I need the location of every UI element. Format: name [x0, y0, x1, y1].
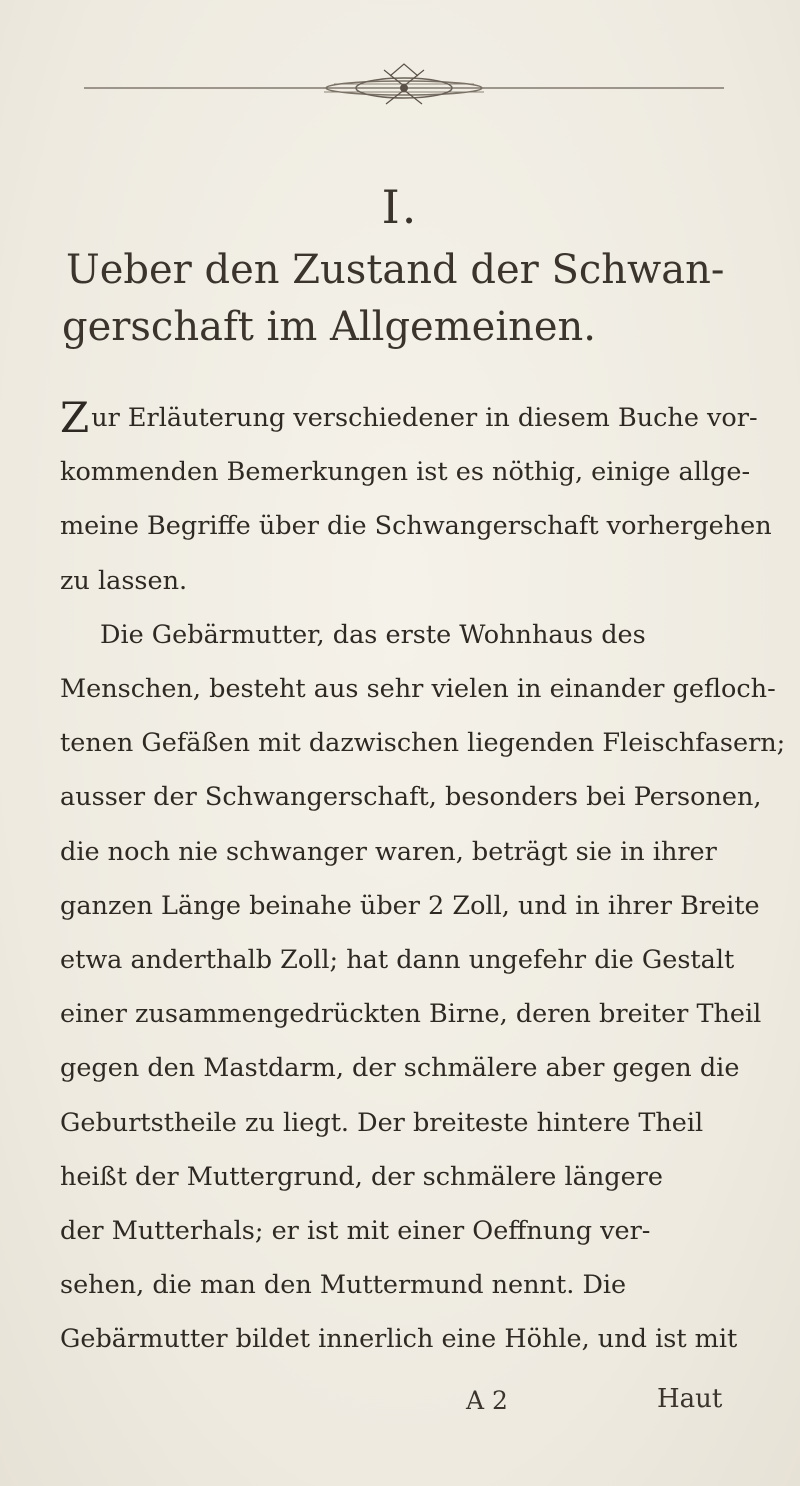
- body-line: die noch nie schwanger waren, beträgt sie in ihrer: [60, 836, 717, 867]
- body-line: ausser der Schwangerschaft, besonders bei Personen,: [60, 782, 762, 813]
- body-line: zu lassen.: [60, 565, 188, 596]
- body-line: Gebärmutter bildet innerlich eine Höhle, und ist mit: [60, 1324, 738, 1355]
- body-line: der Mutterhals; er ist mit einer Oeffnung ver-: [60, 1216, 651, 1246]
- catchword: Haut: [657, 1384, 723, 1414]
- body-line: einer zusammengedrückten Birne, deren breiter Theil: [60, 999, 762, 1030]
- chapter-title-line-2: gerschaft im Allgemeinen.: [62, 304, 597, 350]
- signature-mark: A 2: [466, 1386, 508, 1415]
- body-line: gegen den Mastdarm, der schmälere aber gegen die: [60, 1053, 740, 1084]
- body-line: tenen Gefäßen mit dazwischen liegenden Fleischfasern;: [60, 728, 786, 759]
- body-line: heißt der Muttergrund, der schmälere längere: [60, 1161, 663, 1192]
- body-line: kommenden Bemerkungen ist es nöthig, einige allge-: [60, 457, 751, 488]
- header-ornament: [84, 60, 724, 110]
- body-line: sehen, die man den Muttermund nennt. Die: [60, 1270, 627, 1301]
- body-line: meine Begriffe über die Schwangerschaft vorhergehen: [60, 511, 772, 542]
- body-line: Zur Erläuterung verschiedener in diesem Buche vor-: [60, 393, 758, 442]
- body-line: ganzen Länge beinahe über 2 Zoll, und in ihrer Breite: [60, 890, 760, 921]
- chapter-number: I.: [381, 180, 419, 234]
- chapter-title-line-1: Ueber den Zustand der Schwan-: [66, 247, 725, 293]
- body-line: etwa anderthalb Zoll; hat dann ungefehr die Gestalt: [60, 945, 735, 975]
- body-line: Menschen, besteht aus sehr vielen in einander gefloch-: [60, 674, 776, 704]
- body-line: Die Gebärmutter, das erste Wohnhaus des: [100, 619, 646, 650]
- body-line: Geburtstheile zu liegt. Der breiteste hintere Theil: [60, 1107, 704, 1138]
